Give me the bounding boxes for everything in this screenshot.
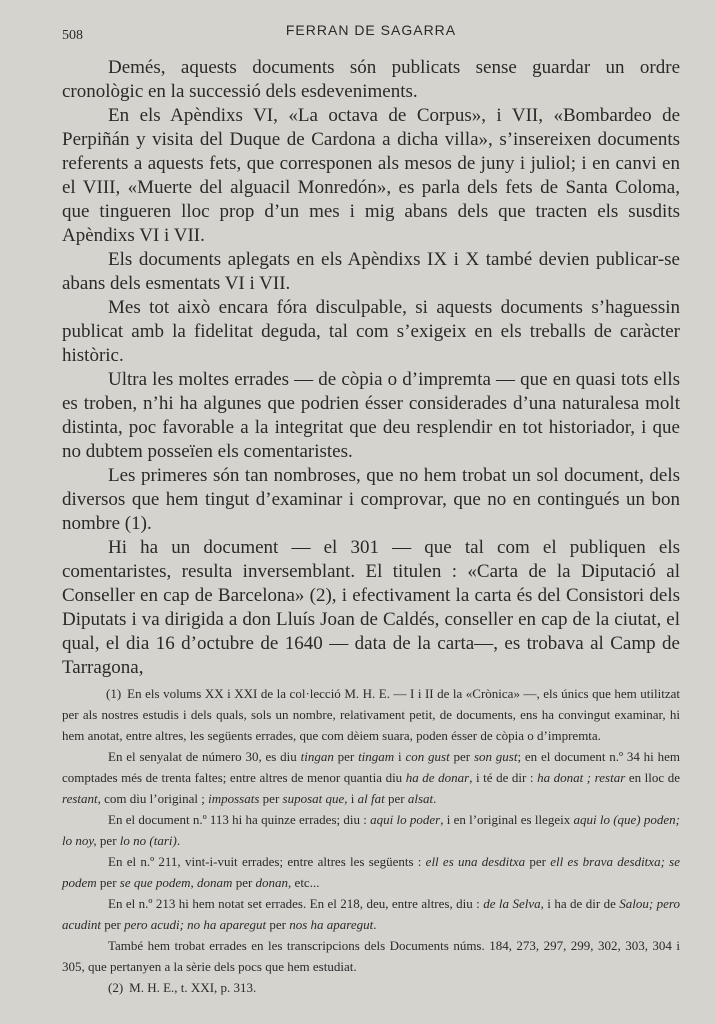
italic-text: con gust — [405, 749, 450, 764]
text: . — [433, 791, 437, 806]
paragraph: Ultra les moltes errades — de còpia o d’impremta — que en quasi tots ells es troben, n’hi ha algunes que podrien ésser considerades d’una naturalesa molt distinta, poc favorable a la integritat que deu resplendir en tot historiador, i que no dubtem posseïen els comentaristes. — [62, 369, 680, 462]
text: En el n.º 211, vint-i-vuit errades; entre altres les següents : — [108, 854, 426, 869]
footnote-label: (1) — [106, 686, 122, 701]
text: per — [525, 854, 551, 869]
paragraph: Els documents aplegats en els Apèndixs IX i X també devien publicar-se abans dels esmentats VI i VII. — [62, 249, 680, 294]
footnote-paragraph: També hem trobat errades en les transcripcions dels Documents núms. 184, 273, 297, 299, 302, 303, 304 i 305, que pertanyen a la sèrie dels pocs que hem estudiat. — [62, 938, 680, 974]
italic-text: ha de donar — [405, 770, 470, 785]
italic-text: se que podem, donam — [119, 875, 233, 890]
italic-text: nos ha aparegut — [289, 917, 374, 932]
italic-text: donan — [255, 875, 289, 890]
italic-text: tingan — [300, 749, 334, 764]
text: En el document n.º 113 hi ha quinze errades; diu : — [108, 812, 371, 827]
italic-text: aqui lo poder — [370, 812, 441, 827]
italic-text: ha donat ; restar — [537, 770, 626, 785]
text: per — [101, 917, 125, 932]
body-text — [62, 56, 680, 680]
footnote-paragraph — [62, 851, 680, 893]
text: per — [96, 833, 120, 848]
italic-text: lo no (tari) — [119, 833, 177, 848]
text: , etc... — [288, 875, 320, 890]
italic-text: tingam — [358, 749, 395, 764]
text: , i ha de dir de — [540, 896, 620, 911]
italic-text: Salou; pero acudint — [62, 896, 680, 932]
footnote-text: En els volums XX i XXI de la col·lecció M. H. E. — I i II de la «Crònica» —, els únics que hem utilitzat per als nostres estudis i dels quals, sols un nombre, relativament petit, de documents, ens ha convingut examinar, hi hem anotat, entre altres, les següents errades, que com dèiem suara, poden ésser de còpia o d’impremta. — [62, 686, 680, 743]
text: per — [96, 875, 120, 890]
running-title: FERRAN DE SAGARRA — [285, 22, 457, 38]
paragraph: Les primeres són tan nombroses, que no hem trobat un sol document, dels diversos que hem tingut d’examinar i comprovar, que no en contingués un bon nombre (1). — [62, 465, 680, 534]
text: per — [232, 875, 256, 890]
italic-text: ell es brava desditxa; se podem — [62, 854, 680, 890]
text: per — [449, 749, 474, 764]
italic-text: impossats — [208, 791, 260, 806]
text: . — [176, 833, 181, 848]
footnote-paragraph — [62, 809, 680, 851]
text: , i té de dir : — [469, 770, 538, 785]
footnote-label: (2) — [108, 980, 124, 995]
paragraph: Demés, aquests documents són publicats sense guardar un ordre cronològic en la successió dels esdeveniments. — [62, 57, 680, 102]
italic-text: son gust — [473, 749, 518, 764]
page-number: 508 — [62, 28, 83, 43]
text: per — [384, 791, 408, 806]
italic-text: de la Selva — [483, 896, 541, 911]
text: . — [373, 917, 377, 932]
paragraph: Hi ha un document — el 301 — que tal com el publiquen els comentaristes, resulta inversemblant. El titulen : «Carta de la Diputació al Conseller en cap de Barcelona» (2), i efectivament la carta és del Consistori dels Diputats i va dirigida a don Lluís Joan de Caldés, conseller en cap de la ciutat, el qual, el dia 16 d’octubre de 1640 — data de la carta—, es trobava al Camp de Tarragona, — [62, 537, 680, 678]
italic-text: al fat — [357, 791, 385, 806]
text: , i — [344, 791, 358, 806]
text: , i en l’original es llegeix — [440, 812, 574, 827]
text: ; en el document n.º 34 hi hem comptades més de trenta faltes; entre altres de menor quantia diu — [62, 749, 680, 785]
footnote-text: M. H. E., t. XXI, p. 313. — [129, 980, 257, 995]
footnote-1 — [62, 683, 680, 746]
text: , com diu l’original ; — [97, 791, 209, 806]
italic-text: pero acudi; no ha aparegut — [124, 917, 267, 932]
text: per — [266, 917, 290, 932]
italic-text: ell es una desditxa — [425, 854, 526, 869]
paragraph: En els Apèndixs VI, «La octava de Corpus», i VII, «Bombardeo de Perpiñán y visita del Duque de Cardona a dicha villa», s’insereixen documents referents a aquests fets, que corresponen als mesos de juny i juliol; i en canvi en el VIII, «Muerte del alguacil Monredón», es parla dels fets de Santa Coloma, que tingueren lloc prop d’un mes i mig abans dels que tracten els susdits Apèndixs VI i VII. — [62, 105, 680, 246]
text: en lloc de — [625, 770, 680, 785]
footnote-2 — [62, 977, 680, 998]
footnote-paragraph — [62, 893, 680, 935]
text: En el senyalat de número 30, es diu — [108, 749, 301, 764]
text: per — [333, 749, 359, 764]
italic-text: suposat que — [282, 791, 345, 806]
italic-text: alsat — [407, 791, 434, 806]
page-header — [62, 22, 680, 42]
text: En el n.º 213 hi hem notat set errades. En el 218, deu, entre altres, diu : — [108, 896, 484, 911]
paragraph: Mes tot això encara fóra disculpable, si aquests documents s’haguessin publicat amb la fidelitat deguda, tal com s’exigeix en els treballs de caràcter històric. — [62, 297, 680, 366]
footnote-paragraph — [62, 746, 680, 809]
text: i — [394, 749, 406, 764]
text: per — [259, 791, 283, 806]
italic-text: restant — [62, 791, 98, 806]
footnotes — [62, 683, 680, 998]
italic-text: aqui lo (que) poden; lo noy, — [62, 812, 680, 848]
